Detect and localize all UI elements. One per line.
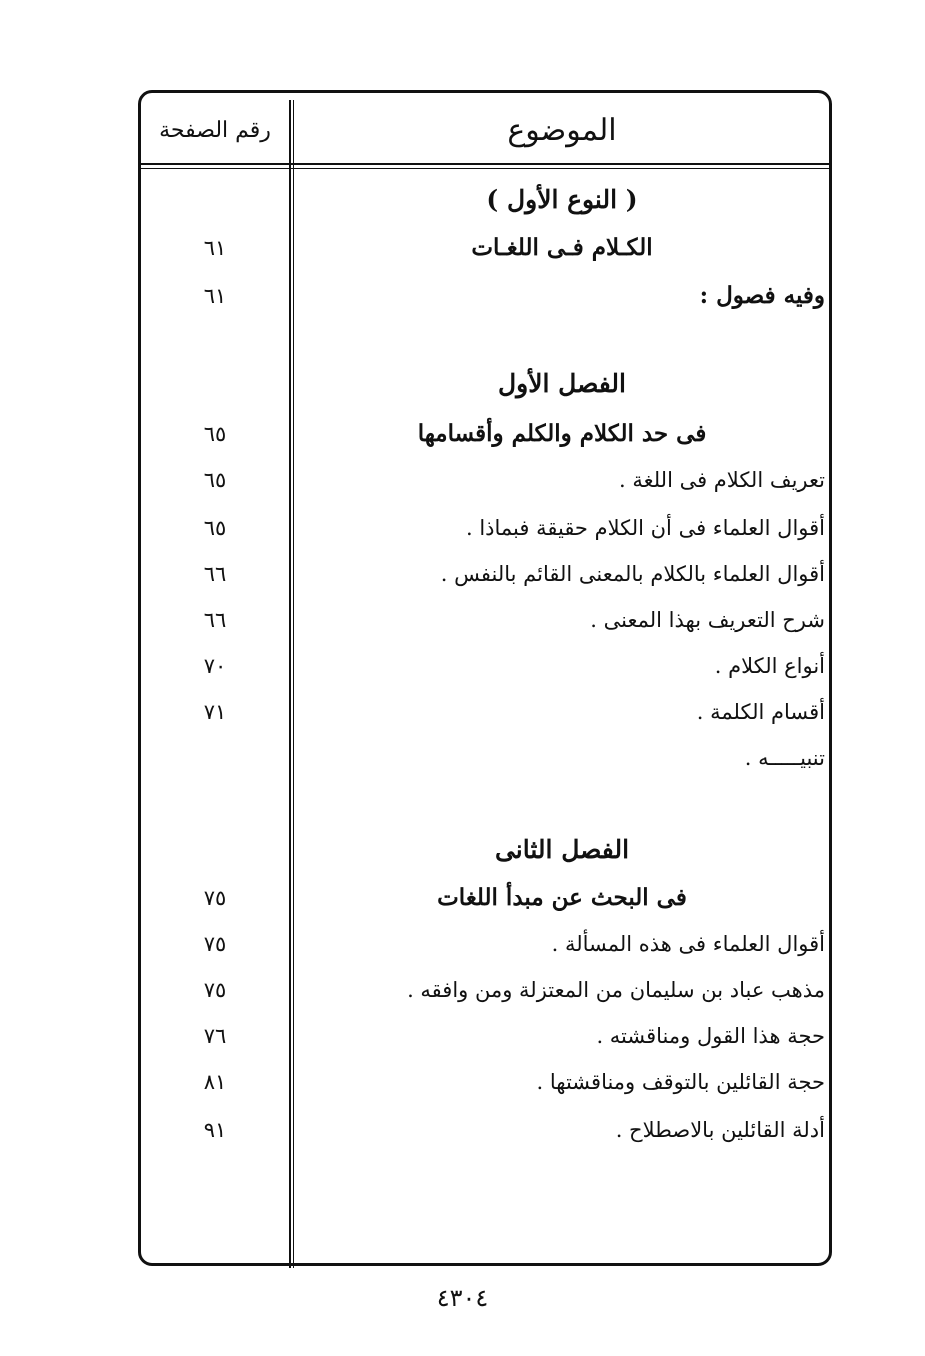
toc-page: ٧٥ <box>203 886 227 910</box>
toc-topic: تعريف الكلام فى اللغة . <box>618 468 825 492</box>
toc-row <box>0 692 925 732</box>
toc-page: ٩١ <box>203 1118 227 1142</box>
toc-row <box>0 276 925 316</box>
toc-page: ٧٥ <box>203 932 227 956</box>
toc-page: ٦١ <box>203 284 227 308</box>
toc-row <box>0 460 925 500</box>
page-number-footer: ٤٣٠٤ <box>436 1284 489 1312</box>
toc-page <box>175 364 255 404</box>
toc-row <box>0 1016 925 1056</box>
toc-topic: شرح التعريف بهذا المعنى . <box>590 608 825 632</box>
header-rule-inner <box>140 168 830 169</box>
toc-row <box>0 364 925 404</box>
toc-page: ٦٥ <box>203 468 227 492</box>
header-rule <box>140 163 830 165</box>
toc-topic: فى حد الكلام والكلم وأقسامها <box>417 420 707 447</box>
toc-page <box>175 738 255 778</box>
toc-row <box>0 970 925 1010</box>
toc-topic: أقوال العلماء فى هذه المسألة . <box>551 932 825 956</box>
toc-topic: مذهب عباد بن سليمان من المعتزلة ومن وافقه . <box>407 978 825 1002</box>
toc-topic: أدلة القائلين بالاصطلاح . <box>615 1118 825 1142</box>
toc-row <box>0 878 925 918</box>
toc-topic: الكـلام فـى اللغـات <box>471 234 653 261</box>
toc-topic: أنواع الكلام . <box>714 654 825 678</box>
toc-row <box>0 180 925 220</box>
toc-page: ٧٦ <box>203 1024 227 1048</box>
toc-topic: وفيه فصول : <box>699 282 825 309</box>
toc-page <box>175 180 255 220</box>
toc-topic: الفصل الثانى <box>494 835 630 864</box>
toc-row <box>0 738 925 778</box>
toc-topic: فى البحث عن مبدأ اللغات <box>437 884 687 911</box>
toc-row <box>0 228 925 268</box>
toc-row <box>0 830 925 870</box>
header-page-number: رقم الصفحة <box>159 117 271 143</box>
toc-page: ٦٦ <box>203 608 227 632</box>
toc-topic: تنبيـــــه . <box>744 746 825 770</box>
toc-row <box>0 508 925 548</box>
toc-topic: أقسام الكلمة . <box>696 700 825 724</box>
toc-row <box>0 646 925 686</box>
header-topic: الموضوع <box>507 112 617 148</box>
toc-topic: حجة هذا القول ومناقشته . <box>596 1024 825 1048</box>
toc-topic: حجة القائلين بالتوقف ومناقشتها . <box>536 1070 825 1094</box>
toc-page: ٧٠ <box>203 654 227 678</box>
toc-page: ٦٥ <box>203 422 227 446</box>
toc-row <box>0 1062 925 1102</box>
toc-topic: أقوال العلماء فى أن الكلام حقيقة فبماذا . <box>465 516 825 540</box>
toc-row <box>0 554 925 594</box>
toc-row <box>0 924 925 964</box>
toc-page: ٦٥ <box>203 516 227 540</box>
toc-page <box>175 830 255 870</box>
toc-page: ٧١ <box>203 700 227 724</box>
toc-topic: الفصل الأول <box>498 369 626 398</box>
toc-row <box>0 414 925 454</box>
toc-page: ٦٦ <box>203 562 227 586</box>
toc-page: ٦١ <box>203 236 227 260</box>
toc-row <box>0 1110 925 1150</box>
toc-topic: ( النوع الأول ) <box>486 185 638 214</box>
toc-row <box>0 600 925 640</box>
toc-page: ٨١ <box>203 1070 227 1094</box>
toc-page: ٧٥ <box>203 978 227 1002</box>
toc-topic: أقوال العلماء بالكلام بالمعنى القائم بالنفس . <box>440 562 825 586</box>
